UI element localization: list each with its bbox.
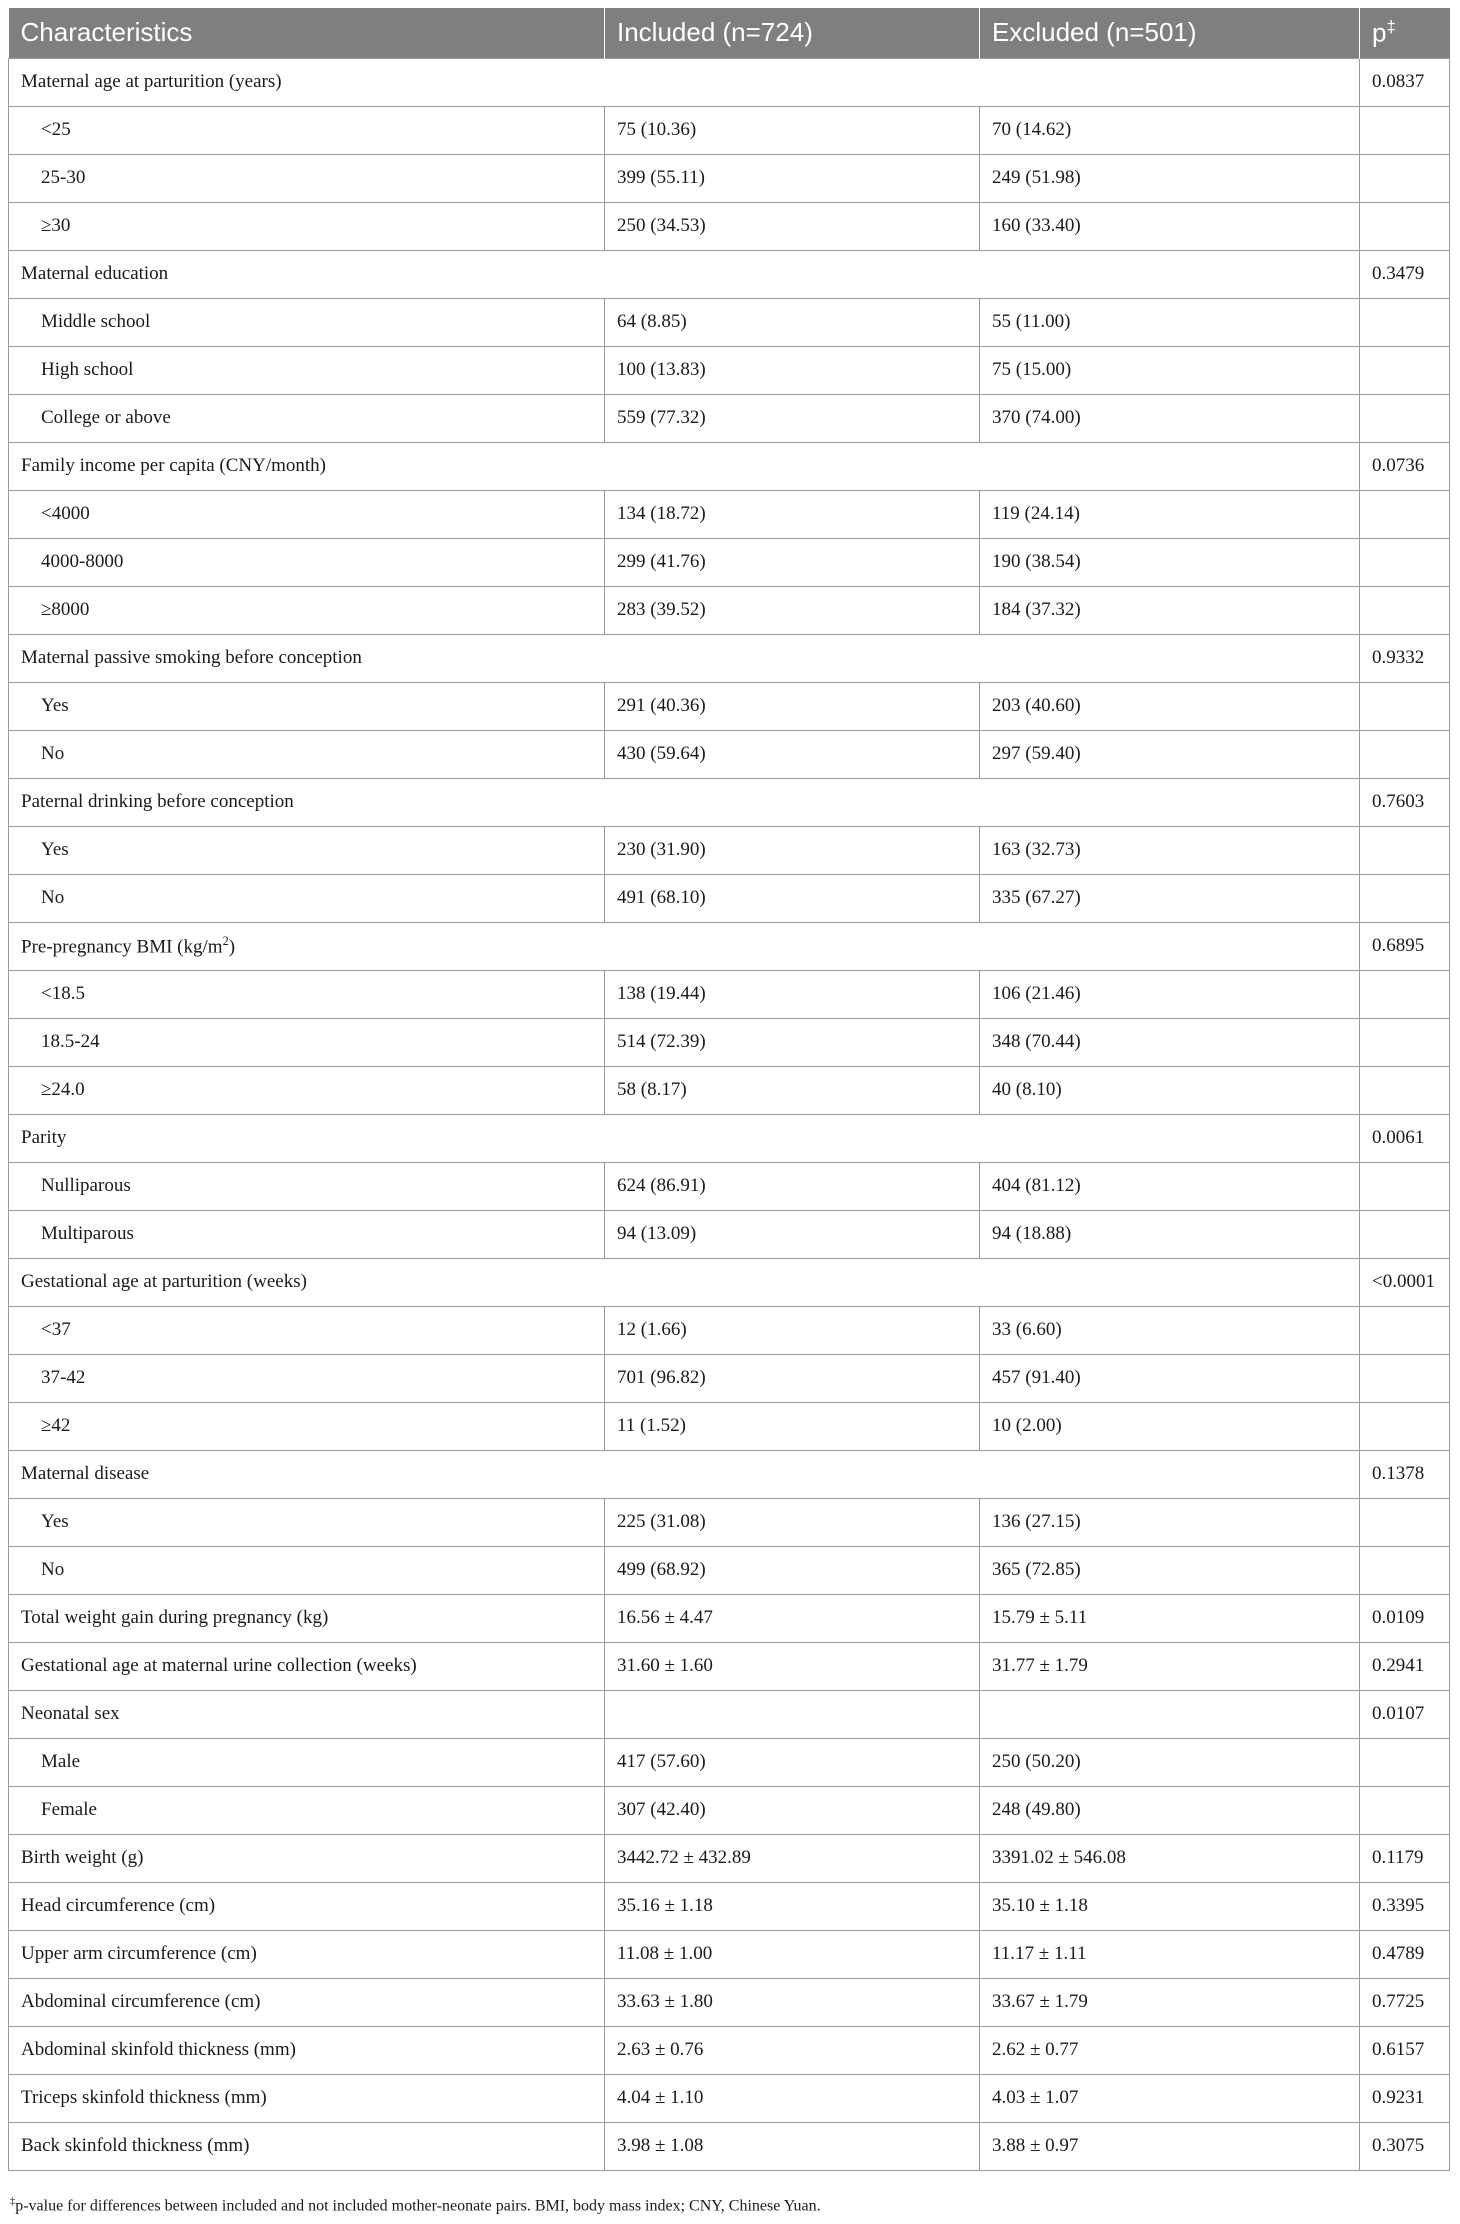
row-label-text: Maternal age at parturition (years)	[21, 71, 282, 92]
row-label	[9, 1162, 605, 1210]
cell-p-value: 0.3395	[1360, 1882, 1450, 1930]
table-row	[9, 1018, 1450, 1066]
cell-excluded: 55 (11.00)	[980, 298, 1360, 346]
cell-included: 94 (13.09)	[605, 1210, 980, 1258]
cell-excluded: 370 (74.00)	[980, 394, 1360, 442]
cell-p-value: 0.1378	[1360, 1450, 1450, 1498]
cell-included: 3.98 ± 1.08	[605, 2122, 980, 2170]
cell-included: 4.04 ± 1.10	[605, 2074, 980, 2122]
cell-p-value: 0.0107	[1360, 1690, 1450, 1738]
table-container	[8, 8, 1449, 2171]
table-row	[9, 1690, 1450, 1738]
row-label-text: College or above	[41, 407, 171, 428]
cell-excluded: 404 (81.12)	[980, 1162, 1360, 1210]
row-label-text: <18.5	[41, 983, 85, 1004]
row-label	[9, 1402, 605, 1450]
cell-p-value: 0.7725	[1360, 1978, 1450, 2026]
cell-excluded: 297 (59.40)	[980, 730, 1360, 778]
cell-excluded: 11.17 ± 1.11	[980, 1930, 1360, 1978]
row-label-text: Paternal drinking before conception	[21, 791, 294, 812]
cell-p-value: 0.4789	[1360, 1930, 1450, 1978]
row-label-text: Middle school	[41, 311, 151, 332]
table-row	[9, 394, 1450, 442]
row-label-text: Gestational age at parturition (weeks)	[21, 1271, 307, 1292]
table-row	[9, 58, 1450, 106]
cell-p-value	[1360, 730, 1450, 778]
cell-excluded: 248 (49.80)	[980, 1786, 1360, 1834]
cell-p-value	[1360, 346, 1450, 394]
row-label	[9, 1066, 605, 1114]
table-row	[9, 730, 1450, 778]
cell-excluded: 457 (91.40)	[980, 1354, 1360, 1402]
row-label	[9, 1930, 605, 1978]
table-row	[9, 2122, 1450, 2170]
row-label-text: 37-42	[41, 1367, 86, 1388]
table-row	[9, 346, 1450, 394]
row-label	[9, 2074, 605, 2122]
table-body	[9, 58, 1450, 2170]
row-label-tail: )	[228, 936, 236, 958]
table-row	[9, 1642, 1450, 1690]
cell-p-value	[1360, 1066, 1450, 1114]
cell-p-value	[1360, 1306, 1450, 1354]
row-label-text: Back skinfold thickness (mm)	[21, 2135, 250, 2156]
table-row	[9, 1546, 1450, 1594]
row-label	[9, 634, 1360, 682]
row-label-text: No	[41, 887, 65, 908]
row-label	[9, 2026, 605, 2074]
row-label	[9, 1450, 1360, 1498]
table-row	[9, 1162, 1450, 1210]
row-label	[9, 1594, 605, 1642]
row-label	[9, 826, 605, 874]
cell-included: 100 (13.83)	[605, 346, 980, 394]
cell-p-value: 0.3075	[1360, 2122, 1450, 2170]
cell-excluded: 106 (21.46)	[980, 970, 1360, 1018]
row-label-text: Male	[41, 1751, 81, 1772]
cell-excluded: 15.79 ± 5.11	[980, 1594, 1360, 1642]
row-label-text: Upper arm circumference (cm)	[21, 1943, 257, 1964]
row-label	[9, 1738, 605, 1786]
table-row	[9, 202, 1450, 250]
cell-p-value	[1360, 826, 1450, 874]
cell-p-value	[1360, 1162, 1450, 1210]
cell-included: 3442.72 ± 432.89	[605, 1834, 980, 1882]
cell-p-value	[1360, 682, 1450, 730]
cell-excluded: 70 (14.62)	[980, 106, 1360, 154]
row-label	[9, 394, 605, 442]
table-row	[9, 1258, 1450, 1306]
cell-p-value	[1360, 202, 1450, 250]
row-label	[9, 106, 605, 154]
cell-p-value: 0.7603	[1360, 778, 1450, 826]
cell-excluded: 3391.02 ± 546.08	[980, 1834, 1360, 1882]
characteristics-table	[8, 8, 1450, 2171]
table-row	[9, 634, 1450, 682]
cell-included: 307 (42.40)	[605, 1786, 980, 1834]
table-row	[9, 298, 1450, 346]
cell-included: 299 (41.76)	[605, 538, 980, 586]
table-row	[9, 1114, 1450, 1162]
cell-included: 16.56 ± 4.47	[605, 1594, 980, 1642]
cell-included: 11.08 ± 1.00	[605, 1930, 980, 1978]
footnote-text: p-value for differences between included and not included mother-neonate pairs. BMI, body mass index; CNY, Chinese Yuan.	[15, 2197, 821, 2215]
cell-p-value	[1360, 1498, 1450, 1546]
cell-included: 430 (59.64)	[605, 730, 980, 778]
cell-p-value: 0.2941	[1360, 1642, 1450, 1690]
row-label-text: Family income per capita (CNY/month)	[21, 455, 326, 476]
cell-excluded: 75 (15.00)	[980, 346, 1360, 394]
cell-included: 11 (1.52)	[605, 1402, 980, 1450]
row-label	[9, 1834, 605, 1882]
cell-p-value: 0.6157	[1360, 2026, 1450, 2074]
table-row	[9, 538, 1450, 586]
cell-included: 225 (31.08)	[605, 1498, 980, 1546]
cell-included: 134 (18.72)	[605, 490, 980, 538]
row-label	[9, 1786, 605, 1834]
row-label	[9, 1306, 605, 1354]
table-row	[9, 1882, 1450, 1930]
cell-included: 514 (72.39)	[605, 1018, 980, 1066]
cell-excluded: 190 (38.54)	[980, 538, 1360, 586]
row-label-text: Triceps skinfold thickness (mm)	[21, 2087, 267, 2108]
cell-included: 230 (31.90)	[605, 826, 980, 874]
cell-included: 283 (39.52)	[605, 586, 980, 634]
row-label-text: Maternal passive smoking before conception	[21, 647, 362, 668]
footnote-mark: ‡	[10, 2196, 16, 2207]
cell-excluded: 31.77 ± 1.79	[980, 1642, 1360, 1690]
cell-p-value	[1360, 106, 1450, 154]
cell-included: 624 (86.91)	[605, 1162, 980, 1210]
table-row	[9, 1306, 1450, 1354]
cell-p-value	[1360, 538, 1450, 586]
cell-p-value	[1360, 1354, 1450, 1402]
header-p-mark: ‡	[1386, 16, 1396, 36]
row-label	[9, 682, 605, 730]
row-label-text: <4000	[41, 503, 90, 524]
row-label-text: Neonatal sex	[21, 1703, 120, 1724]
row-label-text: Yes	[41, 695, 69, 716]
row-label-text: <37	[41, 1319, 71, 1340]
cell-excluded: 94 (18.88)	[980, 1210, 1360, 1258]
cell-included: 138 (19.44)	[605, 970, 980, 1018]
cell-excluded: 119 (24.14)	[980, 490, 1360, 538]
cell-included: 499 (68.92)	[605, 1546, 980, 1594]
cell-p-value	[1360, 1546, 1450, 1594]
row-label	[9, 1882, 605, 1930]
cell-excluded: 136 (27.15)	[980, 1498, 1360, 1546]
row-label	[9, 202, 605, 250]
row-label-text: Yes	[41, 839, 69, 860]
table-row	[9, 970, 1450, 1018]
row-label	[9, 490, 605, 538]
table-row	[9, 1930, 1450, 1978]
row-label-text: ≥42	[41, 1415, 71, 1436]
table-row	[9, 682, 1450, 730]
cell-excluded: 35.10 ± 1.18	[980, 1882, 1360, 1930]
table-row	[9, 1354, 1450, 1402]
header-included: Included (n=724)	[605, 8, 980, 58]
cell-excluded: 160 (33.40)	[980, 202, 1360, 250]
cell-p-value	[1360, 1210, 1450, 1258]
cell-included: 291 (40.36)	[605, 682, 980, 730]
table-row	[9, 2026, 1450, 2074]
row-label-text: Yes	[41, 1511, 69, 1532]
row-label	[9, 250, 1360, 298]
row-label-text: <25	[41, 119, 71, 140]
table-row	[9, 1834, 1450, 1882]
cell-included: 399 (55.11)	[605, 154, 980, 202]
table-row	[9, 922, 1450, 970]
row-label-text: ≥8000	[41, 599, 90, 620]
row-label-text: Head circumference (cm)	[21, 1895, 216, 1916]
cell-excluded	[980, 1690, 1360, 1738]
table-row	[9, 106, 1450, 154]
table-row	[9, 2074, 1450, 2122]
row-label-text: Total weight gain during pregnancy (kg)	[21, 1607, 329, 1628]
cell-excluded: 33.67 ± 1.79	[980, 1978, 1360, 2026]
cell-p-value: 0.0061	[1360, 1114, 1450, 1162]
cell-included: 250 (34.53)	[605, 202, 980, 250]
row-label-text: Abdominal skinfold thickness (mm)	[21, 2039, 296, 2060]
cell-included: 12 (1.66)	[605, 1306, 980, 1354]
table-row	[9, 1594, 1450, 1642]
row-label-text: Pre-pregnancy BMI (kg/m	[21, 936, 223, 958]
cell-p-value	[1360, 154, 1450, 202]
cell-excluded: 40 (8.10)	[980, 1066, 1360, 1114]
row-label	[9, 1210, 605, 1258]
cell-p-value	[1360, 1786, 1450, 1834]
cell-p-value	[1360, 1018, 1450, 1066]
cell-p-value	[1360, 1738, 1450, 1786]
table-row	[9, 1066, 1450, 1114]
row-label	[9, 1978, 605, 2026]
cell-p-value	[1360, 874, 1450, 922]
cell-p-value	[1360, 1402, 1450, 1450]
cell-included: 33.63 ± 1.80	[605, 1978, 980, 2026]
cell-excluded: 348 (70.44)	[980, 1018, 1360, 1066]
table-row	[9, 154, 1450, 202]
cell-p-value	[1360, 970, 1450, 1018]
cell-p-value: <0.0001	[1360, 1258, 1450, 1306]
table-row	[9, 1402, 1450, 1450]
cell-included: 75 (10.36)	[605, 106, 980, 154]
cell-excluded: 249 (51.98)	[980, 154, 1360, 202]
row-label	[9, 58, 1360, 106]
cell-excluded: 10 (2.00)	[980, 1402, 1360, 1450]
cell-included: 559 (77.32)	[605, 394, 980, 442]
row-label	[9, 1642, 605, 1690]
row-label	[9, 922, 1360, 970]
row-label	[9, 1114, 1360, 1162]
row-label	[9, 730, 605, 778]
row-label	[9, 1258, 1360, 1306]
row-label-text: Maternal education	[21, 263, 169, 284]
cell-excluded: 250 (50.20)	[980, 1738, 1360, 1786]
row-label-text: Multiparous	[41, 1223, 134, 1244]
cell-p-value: 0.0736	[1360, 442, 1450, 490]
cell-p-value: 0.1179	[1360, 1834, 1450, 1882]
row-label-text: ≥30	[41, 215, 71, 236]
row-label-text: Female	[41, 1799, 97, 1820]
table-row	[9, 778, 1450, 826]
cell-p-value: 0.3479	[1360, 250, 1450, 298]
cell-included: 417 (57.60)	[605, 1738, 980, 1786]
row-label	[9, 538, 605, 586]
cell-included: 701 (96.82)	[605, 1354, 980, 1402]
cell-p-value: 0.6895	[1360, 922, 1450, 970]
row-label-text: 18.5-24	[41, 1031, 100, 1052]
cell-included: 35.16 ± 1.18	[605, 1882, 980, 1930]
header-p-value	[1360, 8, 1450, 58]
table-header-row	[9, 8, 1450, 58]
cell-p-value	[1360, 490, 1450, 538]
row-label	[9, 1690, 605, 1738]
cell-excluded: 2.62 ± 0.77	[980, 2026, 1360, 2074]
row-label	[9, 1498, 605, 1546]
cell-p-value	[1360, 394, 1450, 442]
row-label	[9, 442, 1360, 490]
cell-p-value: 0.9231	[1360, 2074, 1450, 2122]
row-label	[9, 346, 605, 394]
table-row	[9, 1498, 1450, 1546]
cell-excluded: 3.88 ± 0.97	[980, 2122, 1360, 2170]
header-excluded: Excluded (n=501)	[980, 8, 1360, 58]
table-row	[9, 1786, 1450, 1834]
row-label	[9, 778, 1360, 826]
cell-included	[605, 1690, 980, 1738]
table-row	[9, 1978, 1450, 2026]
cell-excluded: 365 (72.85)	[980, 1546, 1360, 1594]
row-label	[9, 970, 605, 1018]
cell-p-value	[1360, 586, 1450, 634]
cell-excluded: 33 (6.60)	[980, 1306, 1360, 1354]
row-label-superscript: 2	[222, 933, 229, 948]
table-row	[9, 874, 1450, 922]
row-label-text: Nulliparous	[41, 1175, 131, 1196]
table-row	[9, 586, 1450, 634]
cell-excluded: 335 (67.27)	[980, 874, 1360, 922]
row-label-text: Parity	[21, 1127, 67, 1148]
cell-included: 64 (8.85)	[605, 298, 980, 346]
cell-excluded: 163 (32.73)	[980, 826, 1360, 874]
row-label	[9, 154, 605, 202]
row-label-text: No	[41, 1559, 65, 1580]
table-row	[9, 1210, 1450, 1258]
row-label-text: 25-30	[41, 167, 86, 188]
table-row	[9, 490, 1450, 538]
row-label	[9, 2122, 605, 2170]
row-label	[9, 874, 605, 922]
row-label-text: 4000-8000	[41, 551, 124, 572]
table-row	[9, 1450, 1450, 1498]
cell-included: 58 (8.17)	[605, 1066, 980, 1114]
cell-included: 31.60 ± 1.60	[605, 1642, 980, 1690]
cell-included: 2.63 ± 0.76	[605, 2026, 980, 2074]
cell-p-value: 0.0837	[1360, 58, 1450, 106]
table-row	[9, 1738, 1450, 1786]
row-label	[9, 586, 605, 634]
header-characteristics: Characteristics	[9, 8, 605, 58]
row-label	[9, 1546, 605, 1594]
row-label	[9, 298, 605, 346]
row-label	[9, 1354, 605, 1402]
cell-excluded: 4.03 ± 1.07	[980, 2074, 1360, 2122]
cell-included: 491 (68.10)	[605, 874, 980, 922]
row-label-text: No	[41, 743, 65, 764]
table-footnote	[10, 2196, 821, 2215]
row-label-text: ≥24.0	[41, 1079, 85, 1100]
row-label-text: High school	[41, 359, 134, 380]
cell-excluded: 203 (40.60)	[980, 682, 1360, 730]
row-label-text: Maternal disease	[21, 1463, 150, 1484]
table-row	[9, 826, 1450, 874]
table-row	[9, 250, 1450, 298]
cell-p-value	[1360, 298, 1450, 346]
row-label-text: Birth weight (g)	[21, 1847, 144, 1868]
row-label-text: Gestational age at maternal urine collection (weeks)	[21, 1655, 417, 1676]
cell-p-value: 0.0109	[1360, 1594, 1450, 1642]
header-p-label: p	[1372, 17, 1387, 48]
table-row	[9, 442, 1450, 490]
row-label	[9, 1018, 605, 1066]
cell-excluded: 184 (37.32)	[980, 586, 1360, 634]
row-label-text: Abdominal circumference (cm)	[21, 1991, 261, 2012]
cell-p-value: 0.9332	[1360, 634, 1450, 682]
